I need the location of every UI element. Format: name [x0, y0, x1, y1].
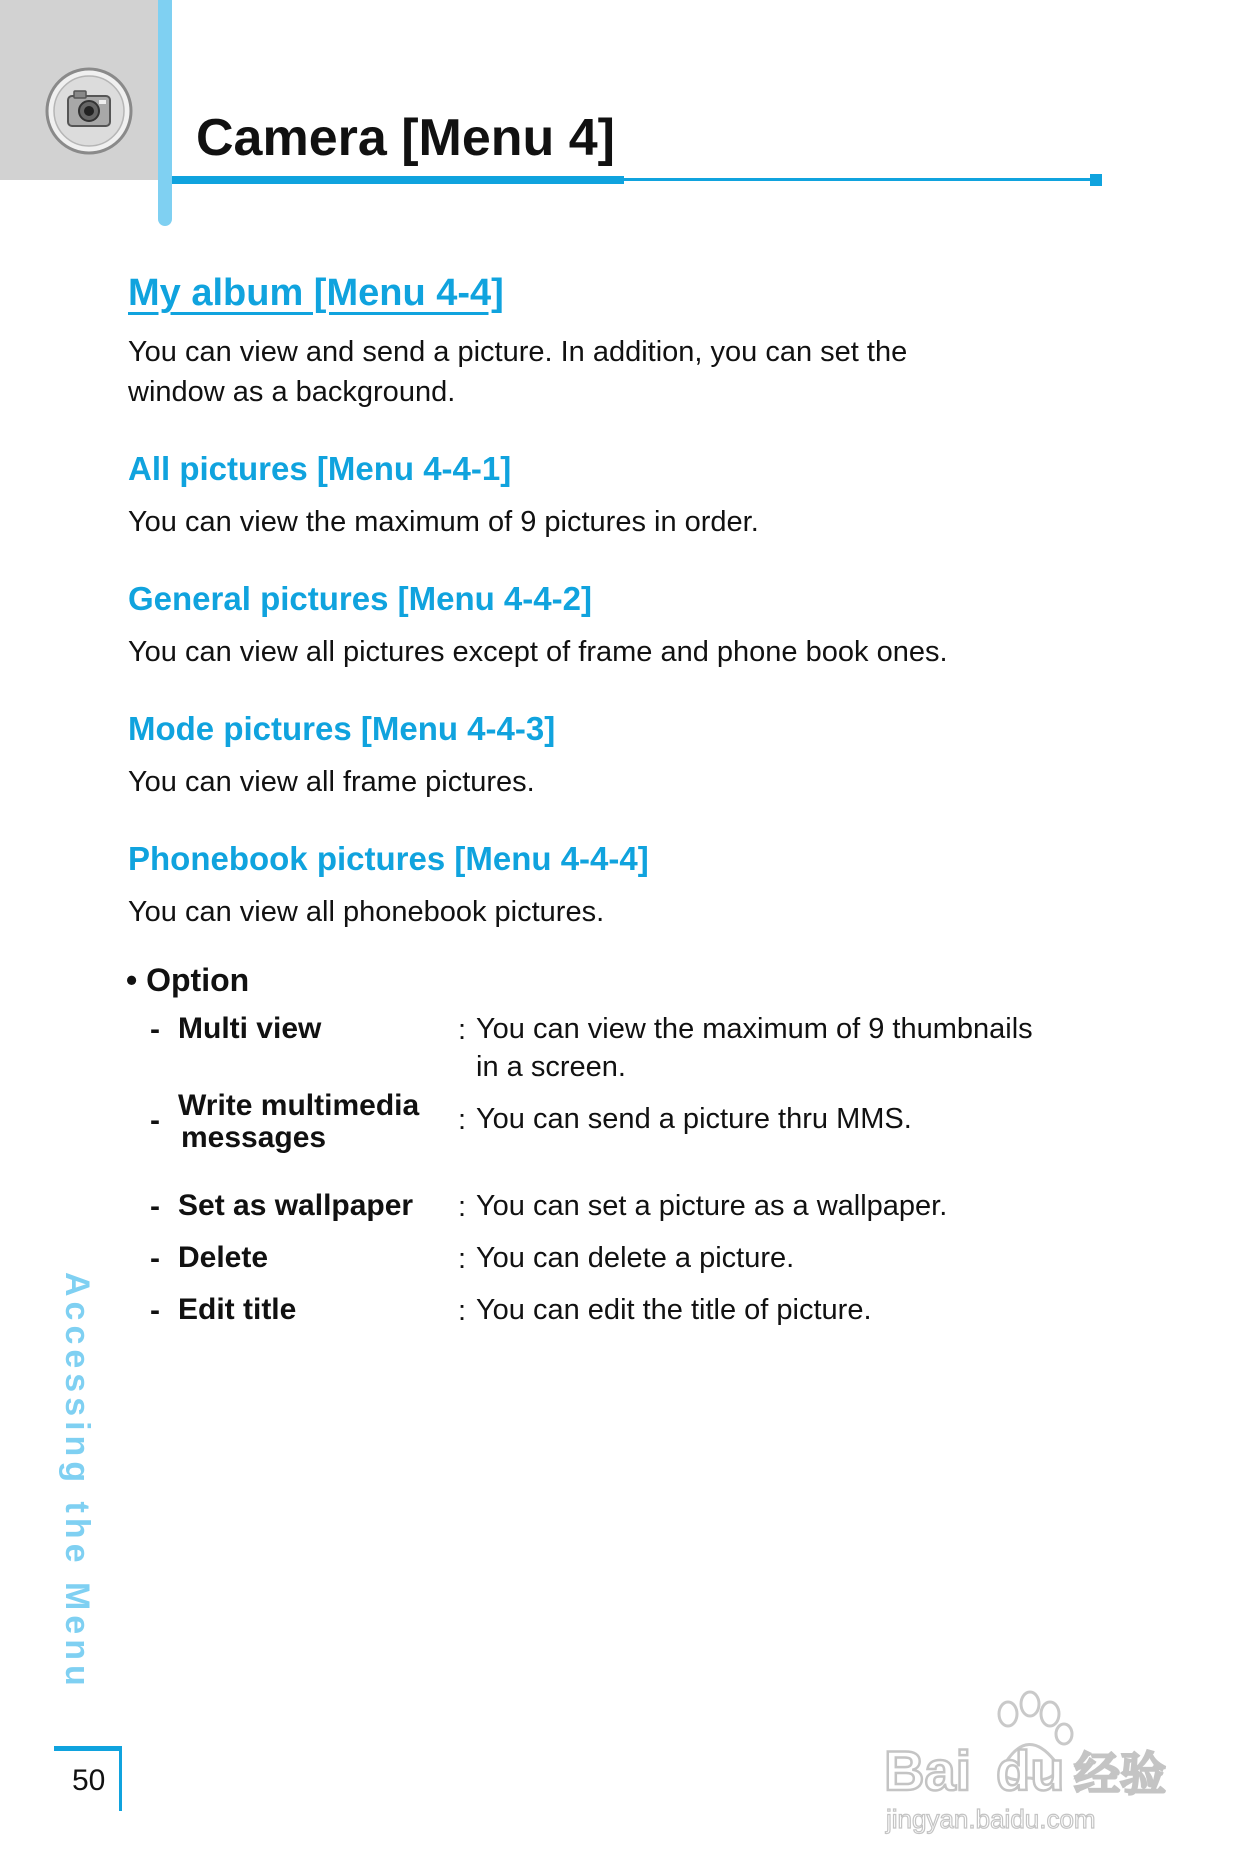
section-title-mode-pictures: Mode pictures [Menu 4-4-3] — [128, 710, 556, 747]
option-desc-write-mms: You can send a picture thru MMS. — [476, 1103, 912, 1135]
option-name-multi-view: Multi view — [178, 1012, 322, 1045]
text-line: You can view and send a picture. In addition, you can set the — [128, 336, 908, 368]
title-rule-end-square — [1090, 174, 1102, 186]
name-line: Write multimedia — [178, 1089, 420, 1122]
option-dash: - — [150, 1104, 160, 1137]
section-text-mode-pictures: You can view all frame pictures. — [128, 766, 535, 798]
svg-text:du: du — [996, 1739, 1065, 1802]
svg-text:jingyan.baidu.com: jingyan.baidu.com — [886, 1804, 1096, 1834]
desc-line: You can view the maximum of 9 thumbnails — [476, 1013, 1033, 1045]
section-title-my-album: My album [Menu 4-4] — [128, 272, 504, 314]
svg-text:经验: 经验 — [1074, 1747, 1166, 1801]
option-colon: : — [458, 1014, 467, 1046]
option-dash: - — [150, 1013, 160, 1046]
page-number: 50 — [72, 1764, 106, 1797]
svg-text:Bai: Bai — [884, 1739, 972, 1802]
camera-icon — [44, 66, 134, 156]
option-name-edit-title: Edit title — [178, 1293, 297, 1326]
option-desc-delete: You can delete a picture. — [476, 1242, 795, 1274]
option-desc-edit-title: You can edit the title of picture. — [476, 1294, 872, 1326]
baidu-watermark-logo — [878, 1688, 1178, 1838]
section-text-all-pictures: You can view the maximum of 9 pictures in order. — [128, 506, 759, 538]
option-colon: : — [458, 1104, 467, 1136]
option-name-set-wallpaper: Set as wallpaper — [178, 1189, 414, 1222]
sidebar-section-label: Accessing the Menu — [58, 1272, 96, 1691]
option-colon: : — [458, 1295, 467, 1327]
title-rule-thin — [624, 178, 1096, 181]
section-title-phonebook-pictures: Phonebook pictures [Menu 4-4-4] — [128, 840, 649, 877]
page-number-rule-vertical — [119, 1751, 122, 1811]
option-desc-set-wallpaper: You can set a picture as a wallpaper. — [476, 1190, 948, 1222]
section-title-general-pictures: General pictures [Menu 4-4-2] — [128, 580, 592, 617]
option-dash: - — [150, 1294, 160, 1327]
name-line: messages — [181, 1121, 327, 1154]
option-name-write-mms — [178, 1090, 419, 1154]
header-accent-bar — [158, 0, 172, 226]
section-title-all-pictures: All pictures [Menu 4-4-1] — [128, 450, 512, 487]
option-colon: : — [458, 1191, 467, 1223]
desc-line: in a screen. — [476, 1051, 626, 1083]
option-colon: : — [458, 1243, 467, 1275]
option-desc-multi-view — [476, 1010, 1136, 1086]
section-text-general-pictures: You can view all pictures except of frame and phone book ones. — [128, 636, 948, 668]
section-text-my-album — [128, 332, 1128, 412]
section-text-phonebook-pictures: You can view all phonebook pictures. — [128, 896, 605, 928]
page-title: Camera [Menu 4] — [196, 109, 615, 167]
title-rule — [172, 176, 624, 184]
option-dash: - — [150, 1190, 160, 1223]
option-dash: - — [150, 1242, 160, 1275]
text-line: window as a background. — [128, 376, 456, 408]
page-number-rule — [54, 1746, 122, 1751]
option-name-delete: Delete — [178, 1241, 269, 1274]
option-heading: • Option — [126, 962, 250, 998]
